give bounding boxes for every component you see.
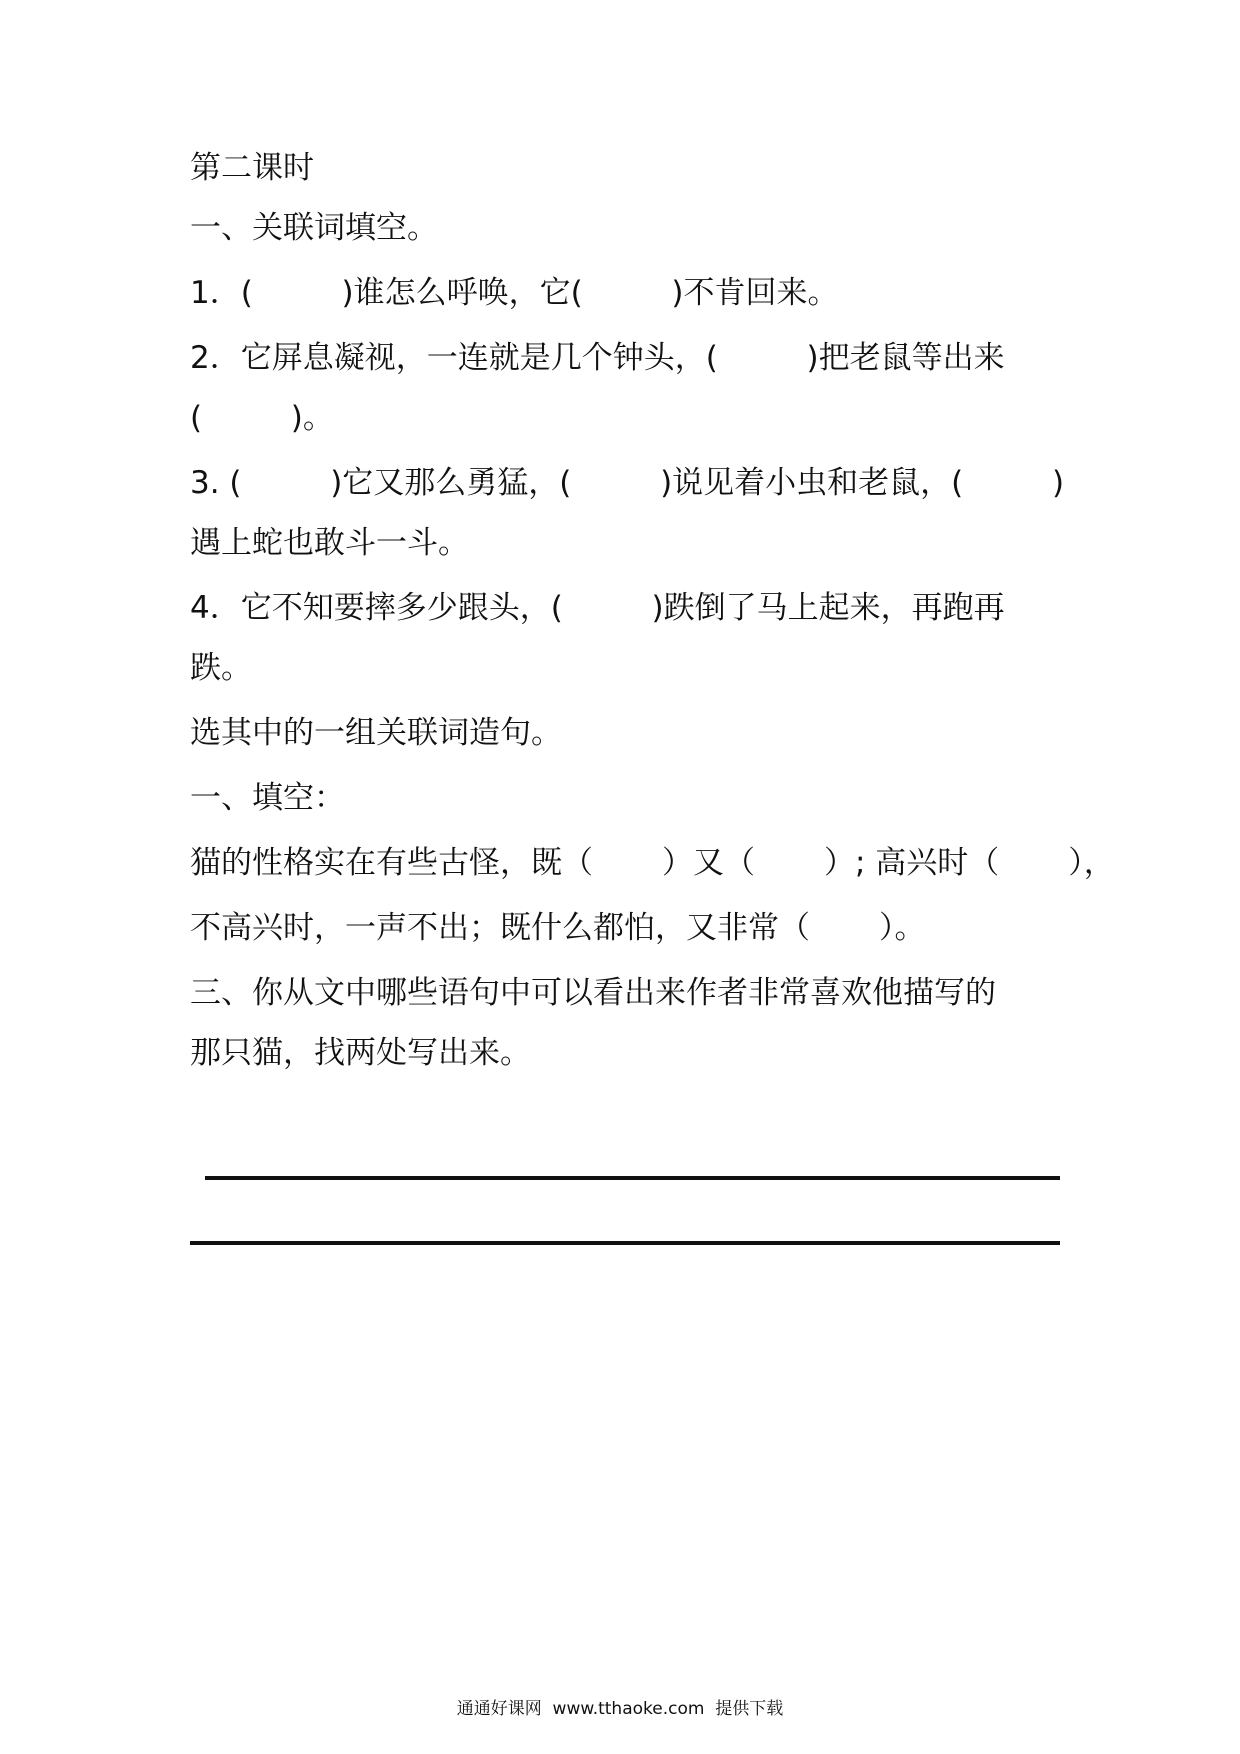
question-3-line-2: 遇上蛇也敢斗一斗。 <box>190 525 469 561</box>
answer-line-1 <box>205 1176 1060 1180</box>
footer-source: 通通好课网 www.tthaoke.com 提供下载 <box>456 1699 784 1719</box>
question-4-line-2: 跌。 <box>190 650 252 686</box>
question-2-line-1: 2．它屏息凝视，一连就是几个钟头，( )把老鼠等出来 <box>190 340 1005 376</box>
fill-blank-line-1: 猫的性格实在有些古怪，既（ ）又（ ）; 高兴时（ ）， <box>190 845 1115 881</box>
lesson-title: 第二课时 <box>190 150 314 186</box>
question-2-line-2: ( )。 <box>190 400 334 436</box>
instruction: 选其中的一组关联词造句。 <box>190 715 562 751</box>
answer-line-2 <box>190 1241 1060 1245</box>
section3-line-2: 那只猫，找两处写出来。 <box>190 1035 531 1071</box>
question-1: 1．( )谁怎么呼唤，它( )不肯回来。 <box>190 275 839 311</box>
fill-blank-line-2: 不高兴时，一声不出；既什么都怕，又非常（ ）。 <box>190 910 926 946</box>
question-3-line-1: 3. ( )它又那么勇猛，( )说见着小虫和老鼠，( ) <box>190 465 1065 501</box>
section1-heading: 一、关联词填空。 <box>190 210 438 246</box>
section2-heading: 一、填空： <box>190 780 345 816</box>
section3-line-1: 三、你从文中哪些语句中可以看出来作者非常喜欢他描写的 <box>190 975 996 1011</box>
question-4-line-1: 4．它不知要摔多少跟头，( )跌倒了马上起来，再跑再 <box>190 590 1005 626</box>
